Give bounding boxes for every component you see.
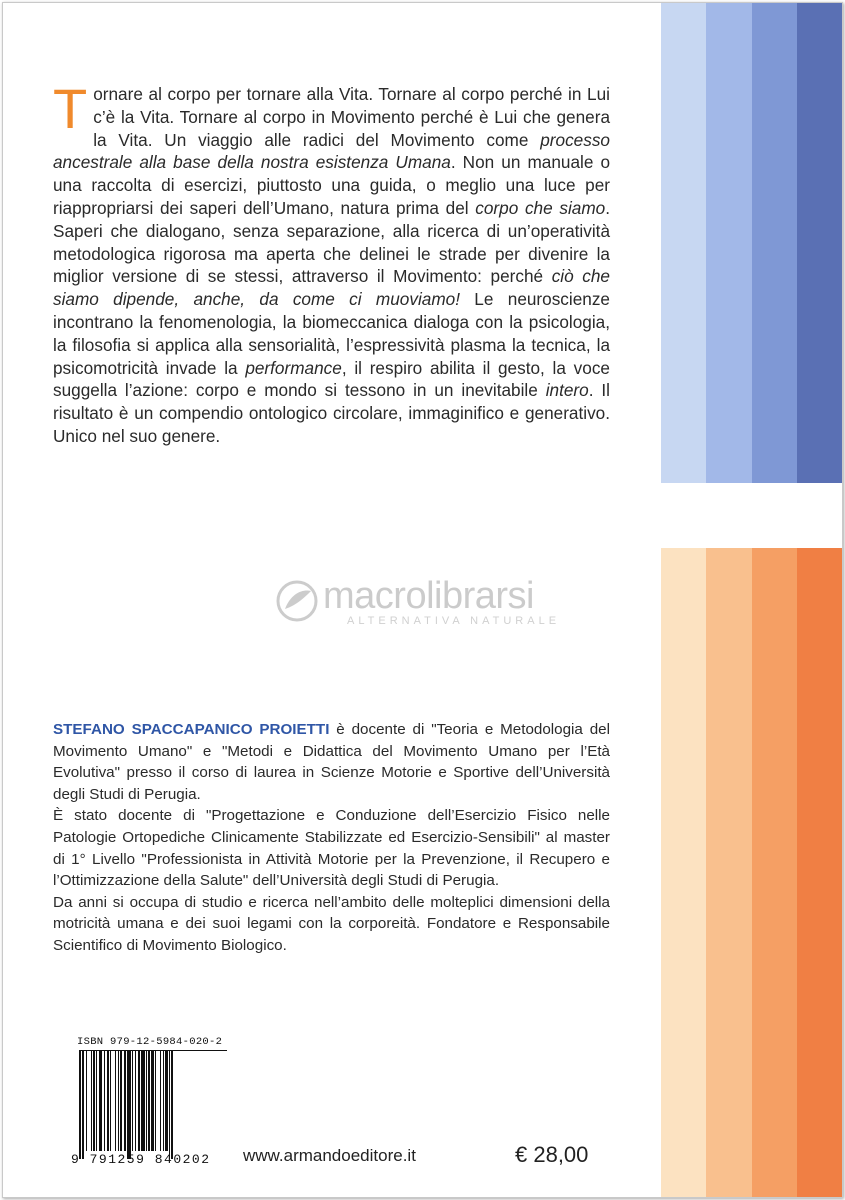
isbn-label: ISBN 979-12-5984-020-2 xyxy=(77,1036,223,1048)
barcode-bar xyxy=(86,1051,87,1151)
barcode-bar xyxy=(82,1051,83,1159)
bio-paragraph-1 xyxy=(53,719,610,805)
barcode-bar xyxy=(79,1051,81,1159)
synopsis-italic-text: performance xyxy=(245,357,342,378)
leaf-logo-icon xyxy=(275,579,319,623)
author-name: STEFANO SPACCAPANICO PROIETTI xyxy=(53,721,330,738)
barcode-bar xyxy=(163,1051,164,1151)
barcode-bar xyxy=(169,1051,170,1159)
barcode-bar xyxy=(120,1051,121,1151)
macrolibrarsi-watermark xyxy=(275,575,585,635)
barcode-bar xyxy=(151,1051,153,1151)
barcode-bar xyxy=(115,1051,116,1151)
barcode-bar xyxy=(118,1051,119,1151)
synopsis-text-segment: . Saperi che dialogano, senza separazione, alla ricerca di un’operatività metodologica rigorosa ma aperta che delinei le strade per divenire la miglior versione di se stessi, attraverso il Movimento: perché xyxy=(53,197,610,287)
barcode-bar xyxy=(96,1051,97,1151)
publisher-website: www.armandoeditore.it xyxy=(243,1146,416,1165)
book-back-cover xyxy=(2,2,843,1198)
blue-stripe-4 xyxy=(797,3,842,483)
barcode-bar xyxy=(141,1051,144,1151)
watermark-tagline: ALTERNATIVA NATURALE xyxy=(347,615,561,627)
orange-stripe-2 xyxy=(706,548,751,1198)
barcode-bar xyxy=(127,1051,130,1159)
bio-paragraph-3: Da anni si occupa di studio e ricerca nell’ambito delle molteplici dimensioni della motricità umana e dei suoi legami con la corporeità. Fondatore e Responsabile Scientifico di Movimento Biologico. xyxy=(53,893,610,954)
barcode-bar xyxy=(132,1051,133,1151)
barcode-bars xyxy=(79,1050,227,1151)
bio-paragraph-2: È stato docente di "Progettazione e Conduzione dell’Esercizio Fisico nelle Patologie Ortopediche Clinicamente Stabilizzate ed Esercizio-Sensibili" al master di 1° Livello "Professionista in Attività Motorie per la Prevenzione, il Recupero e l’Ottimizzazione della Salute" dell’Università degli Studi di Perugia. xyxy=(53,807,610,890)
barcode-bar xyxy=(171,1051,173,1159)
synopsis-text-segment: ornare al corpo per tornare alla Vita. Tornare al corpo perché in Lui c’è la Vita. Tornare al corpo in Movimento perché è Lui che genera la Vita. Un viaggio alle radici del Movimento come xyxy=(93,84,610,150)
blue-stripe-3 xyxy=(752,3,797,483)
watermark-name: macrolibrarsi xyxy=(323,575,534,617)
synopsis-text-segment: , il respiro abilita il gesto, la voce suggella l’azione: corpo e mondo si tessono in un inevitabile xyxy=(53,357,610,401)
barcode-bar xyxy=(148,1051,150,1151)
price-label: € 28,00 xyxy=(515,1142,589,1167)
barcode-bar xyxy=(146,1051,147,1151)
barcode-bar xyxy=(107,1051,109,1151)
barcode-bar xyxy=(93,1051,95,1151)
orange-stripe-3 xyxy=(752,548,797,1198)
barcode-bar xyxy=(91,1051,92,1151)
barcode-bar xyxy=(160,1051,161,1151)
barcode-digits: 9 791259 840202 xyxy=(71,1152,211,1167)
bio-paragraph-1-text: è docente di "Teoria e Metodologia del Movimento Umano" e "Metodi e Didattica del Movimento Umano per l’Età Evolutiva" presso il corso di laurea in Scienze Motorie e Sportive dell’Università degli Studi di Perugia. xyxy=(53,721,610,803)
synopsis-italic-text: ciò che siamo dipende, anche, da come ci muoviamo! xyxy=(53,266,610,310)
barcode-bar xyxy=(155,1051,156,1151)
orange-stripe-1 xyxy=(661,548,706,1198)
barcode-bar xyxy=(104,1051,105,1151)
synopsis-italic-text: processo ancestrale alla base della nostra esistenza Umana xyxy=(53,129,610,173)
barcode-bar xyxy=(124,1051,126,1151)
blue-stripes-decoration xyxy=(661,3,842,483)
synopsis-italic-text: corpo che siamo xyxy=(475,197,606,218)
barcode-bar xyxy=(110,1051,111,1151)
barcode-bar xyxy=(138,1051,140,1151)
barcode-bar xyxy=(99,1051,102,1151)
blue-stripe-1 xyxy=(661,3,706,483)
orange-stripes-decoration xyxy=(661,548,842,1198)
synopsis-text-segment: Le neuroscienze incontrano la fenomenologia, la biomeccanica dialoga con la psicologia, la filosofia si applica alla sensorialità, l’espressività plasma la tecnica, la psicomotricità invade la xyxy=(53,289,610,378)
synopsis-text-segment: . Non un manuale o una raccolta di esercizi, piuttosto una guida, o meglio una luce per riappropriarsi dei saperi dell’Umano, natura prima del xyxy=(53,152,611,218)
blue-stripe-2 xyxy=(706,3,751,483)
synopsis-text xyxy=(53,77,611,448)
drop-cap: T xyxy=(53,77,88,140)
isbn-barcode xyxy=(71,1036,229,1168)
orange-stripe-4 xyxy=(797,548,842,1198)
barcode-bar xyxy=(135,1051,136,1151)
synopsis-italic-text: intero xyxy=(545,380,589,401)
synopsis-text-segment: . Il risultato è un compendio ontologico circolare, immaginifico e generativo. Unico nel suo genere. xyxy=(53,380,610,446)
barcode-bar xyxy=(165,1051,167,1151)
author-bio xyxy=(53,719,610,957)
